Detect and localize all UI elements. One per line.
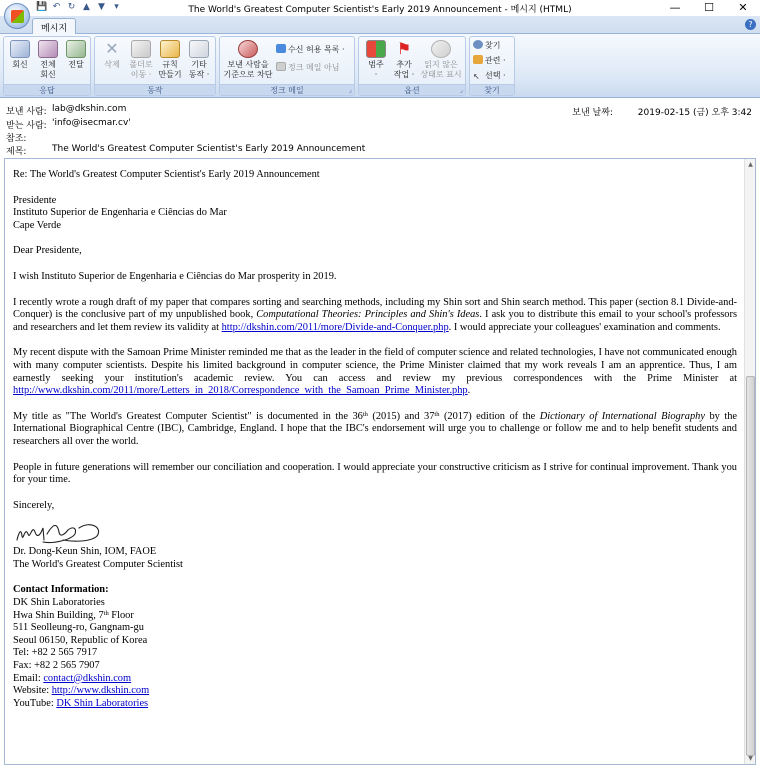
book-title: Computational Theories: Principles and Shin's Ideas <box>256 309 480 321</box>
move-folder-icon <box>131 40 151 58</box>
contact-org: DK Shin Laboratories <box>13 597 105 609</box>
p3-text-a: My recent dispute with the Samoan Prime Minister reminded me that as the leader in the field of computer science and related technologies, I have not communicated enough with many computer scientists. Despite his limited background in computer science, the Prime Minister claimed that my work reveals I am an apprentice. Thus, I am earnestly seeking your institution's academic review. You can access and review my previous correspondences with the Prime Minister at <box>13 347 737 384</box>
unread-label-1: 읽지 않은 <box>424 60 458 69</box>
contact-building-a: Hwa Shin Building, 7 <box>13 609 104 621</box>
to-label: 받는 사람: <box>6 121 47 131</box>
contact-email-link[interactable]: contact@dkshin.com <box>43 672 132 684</box>
down-arrow-icon[interactable]: ▼ <box>98 2 105 12</box>
signer-title: The World's Greatest Computer Scientist <box>13 558 183 570</box>
rules-label-1: 규칙 <box>162 60 178 69</box>
re-line: Re: The World's Greatest Computer Scientist's Early 2019 Announcement <box>13 169 320 180</box>
subject-row <box>6 144 365 156</box>
categorize-icon <box>366 40 386 58</box>
contact-city: Seoul 06150, Republic of Korea <box>13 634 148 646</box>
other-actions-icon <box>189 40 209 58</box>
message-body-frame <box>4 158 756 765</box>
save-icon[interactable]: 💾 <box>36 2 48 12</box>
select-button[interactable] <box>473 69 506 82</box>
other-label-2: 동작 · <box>188 70 210 79</box>
paragraph-4 <box>13 411 737 449</box>
p4-text-d: by the International Biographical Centre (IBC), Cambridge, England. I hope that the IBC's endorsement will urge you to challenge or follow me and to help benefit students and researchers all over the world. <box>13 410 738 447</box>
move-to-folder-button[interactable] <box>126 40 156 80</box>
paragraph-1: I wish Instituto Superior de Engenharia e Ciências do Mar prosperity in 2019. <box>13 270 337 282</box>
signature-block <box>13 546 737 571</box>
contact-building-b: Floor <box>108 609 134 621</box>
scroll-down-arrow-icon[interactable]: ▼ <box>748 755 753 762</box>
block-label-2: 기준으로 차단 <box>223 70 273 79</box>
minimize-button[interactable]: — <box>669 1 681 14</box>
safe-senders-button[interactable] <box>276 43 345 56</box>
find-button[interactable] <box>473 39 500 52</box>
categorize-button[interactable] <box>361 40 391 80</box>
mark-unread-button[interactable] <box>419 40 463 80</box>
block-sender-button[interactable] <box>222 40 274 80</box>
from-value[interactable]: lab@dkshin.com <box>52 104 127 114</box>
contact-youtube-label: YouTube: <box>13 697 57 709</box>
sent-value: 2019-02-15 (금) 오후 3:42 <box>637 108 752 118</box>
contact-block <box>13 584 737 710</box>
contact-website-link[interactable]: http://www.dkshin.com <box>51 685 150 697</box>
reply-all-icon <box>38 40 58 58</box>
to-value[interactable]: 'info@isecmar.cv' <box>52 118 131 128</box>
addr-line-1: Presidente <box>13 194 57 206</box>
undo-icon[interactable]: ↶ <box>52 2 61 12</box>
not-junk-button[interactable] <box>276 61 339 74</box>
group-label-respond: 응답 <box>4 84 90 95</box>
group-label-find: 찾기 <box>470 84 514 95</box>
p2-text-a: I recently wrote a rough draft of my paper that compares sorting and searching methods, including my Shin sort and Shin search method. This paper (section 8.1 Divide-and-Conquer) is the conclusive part of my unpublished book, <box>13 296 737 321</box>
forward-button[interactable] <box>61 40 91 70</box>
dictionary-title: Dictionary of International Biography <box>539 410 705 422</box>
reply-all-button[interactable] <box>33 40 63 80</box>
move-label-1: 폴더로 <box>129 60 153 69</box>
options-label-text: 옵션 <box>404 86 420 95</box>
contact-building-sup: th <box>103 609 109 617</box>
related-icon <box>473 55 483 64</box>
reply-all-label-1: 전체 <box>40 60 56 69</box>
p4-text-a: My title as "The World's Greatest Computer Scientist" is documented in the 36 <box>13 410 363 422</box>
sent-date-row <box>572 105 752 118</box>
select-label: 선택 · <box>485 71 506 80</box>
other-label-1: 기타 <box>191 60 207 69</box>
forward-icon <box>66 40 86 58</box>
forward-label: 전달 <box>68 60 84 69</box>
move-label-2: 이동 · <box>130 70 152 79</box>
paragraph-5: People in future generations will remember our conciliation and cooperation. I would appreciate your constructive criticism as I strive for continual improvement. Thank you for your time. <box>13 461 737 486</box>
tab-message[interactable]: 메시지 <box>32 18 76 34</box>
other-actions-button[interactable] <box>184 40 214 80</box>
delete-button[interactable] <box>97 40 127 70</box>
ribbon <box>0 34 760 98</box>
p2-text-c: . I would appreciate your colleagues' examination and comments. <box>448 321 721 333</box>
addr-line-3: Cape Verde <box>13 219 61 231</box>
mark-unread-icon <box>431 40 451 58</box>
not-junk-label: 정크 메일 아님 <box>288 63 340 72</box>
group-label-options <box>359 84 465 95</box>
categorize-label-1: 범주 <box>368 60 384 69</box>
customize-qat-icon[interactable]: ▾ <box>114 2 119 12</box>
redo-icon[interactable]: ↻ <box>67 2 76 12</box>
follow-up-button[interactable] <box>389 40 419 80</box>
up-arrow-icon[interactable]: ▲ <box>83 2 90 12</box>
subject-value: The World's Greatest Computer Scientist's Early 2019 Announcement <box>52 144 366 154</box>
junk-label-text: 정크 메일 <box>270 86 304 95</box>
group-options <box>358 36 466 96</box>
create-rule-button[interactable] <box>155 40 185 80</box>
block-sender-icon <box>238 40 258 58</box>
scrollbar-thumb[interactable] <box>746 376 755 756</box>
p4-sup-2: th <box>434 410 440 418</box>
block-label-1: 보낸 사람을 <box>227 60 269 69</box>
find-label: 찾기 <box>485 41 501 50</box>
contact-website-label: Website: <box>13 685 52 697</box>
safe-senders-icon <box>276 44 286 53</box>
cursor-icon: ↖ <box>473 72 480 81</box>
reply-label: 회신 <box>12 60 28 69</box>
unread-label-2: 상태로 표시 <box>420 70 462 79</box>
office-button[interactable] <box>4 3 30 29</box>
options-dialog-launcher-icon[interactable]: ⌟ <box>459 86 463 94</box>
contact-email-label: Email: <box>13 672 44 684</box>
group-label-actions: 동작 <box>95 84 215 95</box>
related-label: 관련 · <box>485 56 506 65</box>
contact-heading: Contact Information: <box>13 584 109 596</box>
group-label-junk <box>220 84 354 95</box>
p4-text-c: (2017) edition of the <box>439 410 540 422</box>
message-body <box>13 169 737 710</box>
p4-text-b: (2015) and 37 <box>367 410 435 422</box>
handwritten-signature <box>13 514 103 548</box>
signer-name: Dr. Dong-Keun Shin, IOM, FAOE <box>13 546 157 558</box>
followup-label-1: 추가 <box>396 60 412 69</box>
vertical-scrollbar[interactable] <box>744 159 755 764</box>
safe-senders-label: 수신 허용 목록 · <box>288 45 345 54</box>
scroll-up-arrow-icon[interactable]: ▲ <box>748 161 753 168</box>
cc-label: 참조: <box>6 134 27 144</box>
categorize-label-2: · <box>374 70 378 79</box>
reply-all-label-2: 회신 <box>40 70 56 79</box>
cc-row <box>6 131 52 143</box>
greeting: Dear Presidente, <box>13 245 82 257</box>
contact-fax: Fax: +82 2 565 7907 <box>13 660 100 672</box>
junk-dialog-launcher-icon[interactable]: ⌟ <box>348 86 352 94</box>
to-row <box>6 118 131 130</box>
subject-label: 제목: <box>6 147 27 157</box>
title-bar <box>0 0 760 16</box>
paragraph-3 <box>13 347 737 397</box>
window-title: The World's Greatest Computer Scientist's Early 2019 Announcement - 메시지 (HTML) <box>188 5 572 15</box>
paragraph-2 <box>13 297 737 335</box>
close-button[interactable]: ✕ <box>738 1 748 14</box>
group-respond <box>3 36 91 96</box>
rules-label-2: 만들기 <box>158 70 182 79</box>
window-controls <box>658 0 760 16</box>
group-actions <box>94 36 216 96</box>
from-label: 보낸 사람: <box>6 107 47 117</box>
reply-button[interactable] <box>5 40 35 70</box>
followup-label-2: 작업 · <box>393 70 415 79</box>
sent-label: 보낸 날짜: <box>572 108 613 118</box>
binoculars-icon <box>473 40 483 49</box>
group-find <box>469 36 515 96</box>
divide-and-conquer-link[interactable]: http://dkshin.com/2011/more/Divide-and-Conquer.php <box>221 321 449 333</box>
contact-street: 511 Seolleung-ro, Gangnam-gu <box>13 622 144 634</box>
delete-x-icon: ✕ <box>105 39 119 58</box>
contact-tel: Tel: +82 2 565 7917 <box>13 647 98 659</box>
not-junk-icon <box>276 62 286 71</box>
flag-icon: ⚑ <box>396 39 412 58</box>
from-row <box>6 104 126 116</box>
p3-text-b: . <box>467 385 471 397</box>
maximize-button[interactable]: ☐ <box>704 1 714 14</box>
rules-icon <box>160 40 180 58</box>
delete-label: 삭제 <box>104 60 120 69</box>
group-junk-mail <box>219 36 355 96</box>
p4-sup-1: th <box>362 410 368 418</box>
reply-icon <box>10 40 30 58</box>
ribbon-tab-strip <box>0 16 760 34</box>
quick-access-toolbar <box>36 2 122 14</box>
closing: Sincerely, <box>13 499 55 511</box>
recipient-address <box>13 195 737 233</box>
contact-youtube-link[interactable]: DK Shin Laboratories <box>56 697 149 709</box>
p2-text-b: . I ask you to distribute this email to your school's professors and researchers and let them review its validity at <box>13 309 737 333</box>
addr-line-2: Instituto Superior de Engenharia e Ciências do Mar <box>13 207 227 219</box>
related-button[interactable] <box>473 54 506 67</box>
help-icon[interactable]: ? <box>745 19 756 30</box>
office-logo-icon <box>11 10 24 23</box>
samoan-pm-correspondence-link[interactable]: http://www.dkshin.com/2011/more/Letters_in_2018/Correspondence_with_the_Samoan_Prime_Minister.php <box>13 385 468 397</box>
